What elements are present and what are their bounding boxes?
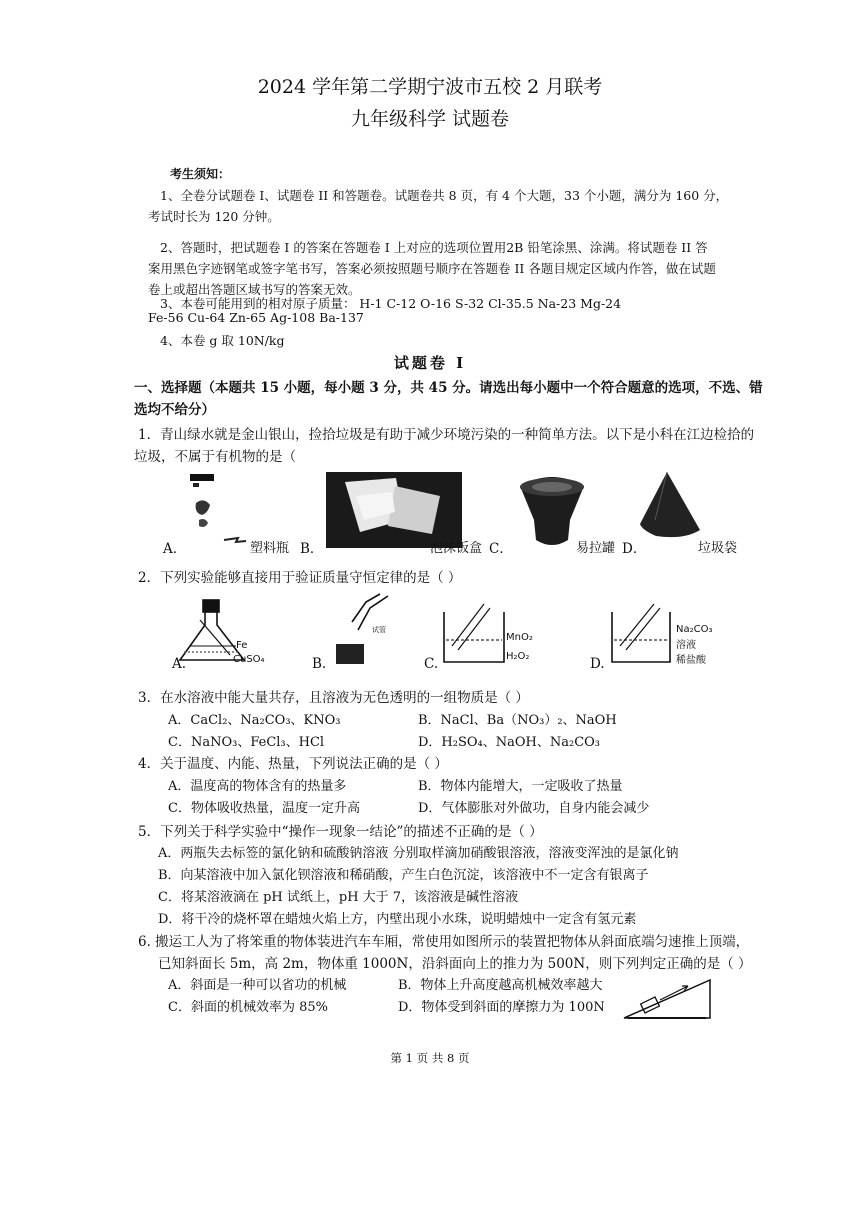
notice-item-4: 4、本卷 g 取 10N/kg [160,333,285,348]
notice-item-2-cont2: 卷上或超出答题区域书写的答案无效。 [148,282,361,297]
q6-stem-cont: 已知斜面长 5m，高 2m，物体重 1000N，沿斜面向上的推力为 500N，则下列判定正确的是（ ） [158,956,752,972]
exam-subtitle: 九年级科学 试题卷 [350,108,510,130]
cuso4-label: CuSO₄ [233,654,265,665]
notice-item-1-cont: 考试时长为 120 分钟。 [148,209,280,224]
notice-item-2-cont: 案用黑色字迹钢笔或签字笔书写，答案必须按照题号顺序在答题卷 II 各题目规定区域内作答，做在试题 [148,261,716,276]
q1-option-c: 易拉罐 [576,541,616,556]
q4-option-a: A．温度高的物体含有的热量多 [168,779,347,794]
q2-label-d: D. [590,656,605,672]
h2o2-label: H₂O₂ [506,651,530,662]
q2-label-c: C. [424,656,439,672]
q6-option-c: C．斜面的机械效率为 85% [168,1000,328,1015]
q1-option-b: 泡沫饭盒 [430,541,483,556]
section-intro: 一、选择题（本题共 15 小题，每小题 3 分，共 45 分。请选出每小题中一个符合题意的选项，不选、错 [134,380,763,396]
q6-option-a: A．斜面是一种可以省功的机械 [168,978,347,993]
q4-option-b: B．物体内能增大，一定吸收了热量 [418,779,623,794]
q3-stem: 3．在水溶液中能大量共存，且溶液为无色透明的一组物质是（ ） [138,690,529,706]
q3-option-a: A．CaCl₂、Na₂CO₃、KNO₃ [168,713,341,728]
q5-option-a: A．两瓶失去标签的氯化钠和硫酸钠溶液 分别取样滴加硝酸银溶液，溶液变浑浊的是氯化钠 [158,846,679,861]
q1-option-d: 垃圾袋 [698,541,738,556]
na2co3-label: Na₂CO₃ [676,624,713,635]
q2-stem: 2．下列实验能够直接用于验证质量守恒定律的是（ ） [138,570,462,586]
fe-label: Fe [236,640,248,651]
solution-label: 溶液 [676,640,696,651]
q1-option-b-label: B． [300,541,324,557]
acid-label: 稀盐酸 [676,655,706,666]
notice-item-2: 2、答题时，把试题卷 I 的答案在答题卷 I 上对应的选项位置用2B 铅笔涂黑、涂满。将试题卷 II 答 [160,240,708,255]
q2-label-a: A. [172,656,187,672]
page-footer: 第 1 页 共 8 页 [390,1051,470,1065]
q1-option-c-label: C． [489,541,513,557]
q1-stem: 1．青山绿水就是金山银山，捡拾垃圾是有助于减少环境污染的一种简单方法。以下是小科在江边检拾的 [138,427,755,443]
q6-option-d: D．物体受到斜面的摩擦力为 100N [398,1000,605,1015]
q5-option-b: B．向某溶液中加入氯化钡溶液和稀硝酸，产生白色沉淀，该溶液中不一定含有银离子 [158,868,649,883]
q1-stem-cont: 垃圾，不属于有机物的是（ [134,449,296,465]
notice-heading: 考生须知： [170,167,231,181]
q5-option-d: D．将干冷的烧杯罩在蜡烛火焰上方，内壁出现小水珠，说明蜡烛中一定含有氢元素 [158,912,637,927]
q1-option-a-label: A． [163,541,187,557]
clip-label: 试管 [372,626,386,634]
notice-item-3-cont: Fe-56 Cu-64 Zn-65 Ag-108 Ba-137 [148,310,364,325]
q1-option-d-label: D． [622,541,647,557]
q3-option-b: B．NaCl、Ba（NO₃）₂、NaOH [418,713,617,728]
q5-option-c: C．将某溶液滴在 pH 试纸上，pH 大于 7，该溶液是碱性溶液 [158,890,519,905]
q4-option-d: D．气体膨胀对外做功，自身内能会减少 [418,801,650,816]
notice-item-3: 3、本卷可能用到的相对原子质量： H-1 C-12 O-16 S-32 Cl-35.5 Na-23 Mg-24 [160,296,622,311]
q3-option-c: C．NaNO₃、FeCl₃、HCl [168,735,325,750]
notice-item-1: 1、全卷分试题卷 I、试题卷 II 和答题卷。试题卷共 8 页，有 4 个大题，33 个小题，满分为 160 分， [160,188,729,203]
exam-title: 2024 学年第二学期宁波市五校 2 月联考 [257,76,603,98]
q4-stem: 4．关于温度、内能、热量，下列说法正确的是（ ） [138,756,448,772]
q6-option-b: B．物体上升高度越高机械效率越大 [398,978,603,993]
q3-option-d: D．H₂SO₄、NaOH、Na₂CO₃ [418,735,601,750]
q1-option-a: 塑料瓶 [250,541,290,556]
q2-label-b: B. [312,656,327,672]
mno2-label: MnO₂ [506,632,533,643]
q5-stem: 5．下列关于科学实验中“操作一现象一结论”的描述不正确的是（ ） [138,824,543,840]
section-title: 试题卷 I [393,354,467,372]
q6-stem: 6. 搬运工人为了将笨重的物体装进汽车车厢，常使用如图所示的装置把物体从斜面底端匀速推上顶端， [138,934,750,950]
section-intro-cont: 选均不给分） [134,402,215,418]
q4-option-c: C．物体吸收热量，温度一定升高 [168,801,360,816]
